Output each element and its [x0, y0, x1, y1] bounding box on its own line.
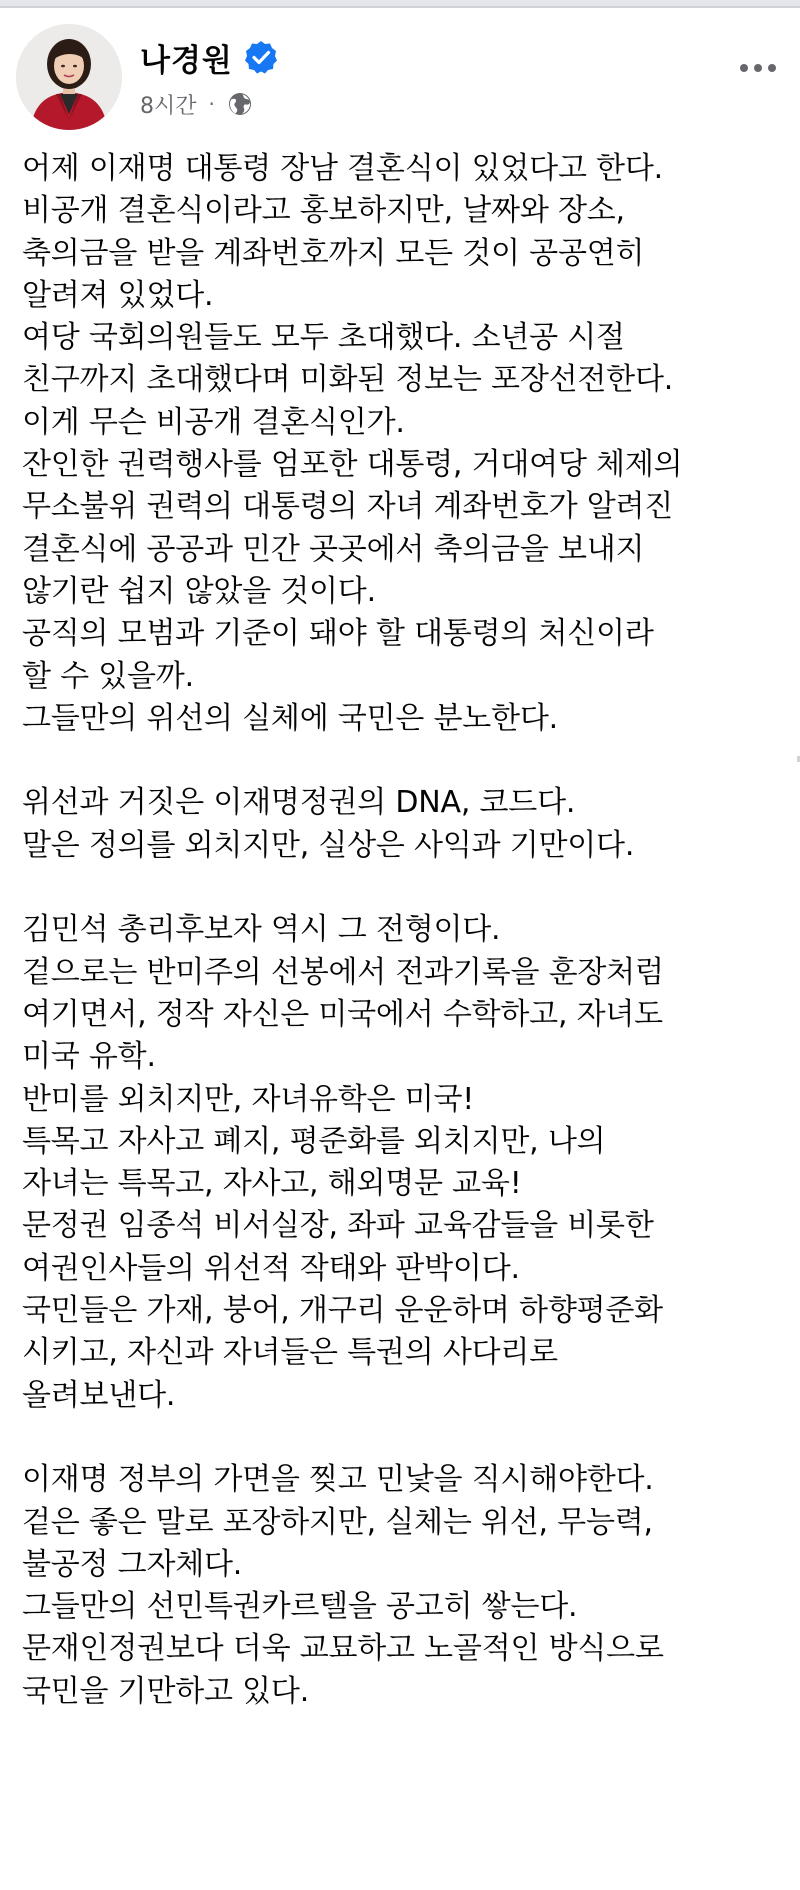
- text-line: 말은 정의를 외치지만, 실상은 사익과 기만이다.: [22, 827, 635, 863]
- text-line: 겉으로는 반미주의 선봉에서 전과기록을 훈장처럼: [22, 954, 664, 990]
- text-line: 그들만의 선민특권카르텔을 공고히 쌓는다.: [22, 1589, 578, 1625]
- author-row: [140, 32, 279, 82]
- text-line: 무소불위 권력의 대통령의 자녀 계좌번호가 알려진: [22, 489, 674, 525]
- post-meta: [140, 86, 253, 122]
- text-line: 김민석 총리후보자 역시 그 전형이다.: [22, 912, 501, 948]
- text-line: 시키고, 자신과 자녀들은 특권의 사다리로: [22, 1335, 558, 1371]
- text-line: 이게 무슨 비공개 결혼식인가.: [22, 404, 405, 440]
- paragraph-gap: [22, 740, 792, 782]
- text-line: 불공정 그자체다.: [22, 1546, 243, 1582]
- paragraph-gap: [22, 1417, 792, 1459]
- globe-icon[interactable]: [227, 91, 253, 117]
- avatar[interactable]: [16, 24, 122, 130]
- post-header: [0, 20, 800, 140]
- top-divider: [0, 6, 800, 8]
- paragraph-2: [22, 782, 792, 867]
- text-line: 여권인사들의 위선적 작태와 판박이다.: [22, 1250, 520, 1286]
- text-line: 않기란 쉽지 않았을 것이다.: [22, 573, 376, 609]
- text-line: 알려져 있었다.: [22, 277, 214, 313]
- text-line: 어제 이재명 대통령 장남 결혼식이 있었다고 한다.: [22, 151, 663, 186]
- text-line: 특목고 자사고 폐지, 평준화를 외치지만, 나의: [22, 1123, 606, 1159]
- verified-badge-icon: [243, 39, 279, 75]
- post-timestamp[interactable]: 8시간: [140, 93, 197, 119]
- avatar-photo: [16, 24, 122, 130]
- text-line: 할 수 있을까.: [22, 658, 194, 694]
- text-line: 국민들은 가재, 붕어, 개구리 운운하며 하향평준화: [22, 1293, 663, 1329]
- paragraph-4: [22, 1459, 792, 1713]
- text-line: 겉은 좋은 말로 포장하지만, 실체는 위선, 무능력,: [22, 1504, 653, 1540]
- post-text: [22, 148, 792, 1713]
- text-line: 문재인정권보다 더욱 교묘하고 노골적인 방식으로: [22, 1631, 664, 1667]
- text-line: 위선과 거짓은 이재명정권의 DNA, 코드다.: [22, 785, 576, 821]
- text-line: 공직의 모범과 기준이 돼야 할 대통령의 처신이라: [22, 616, 654, 652]
- more-options-button[interactable]: [730, 48, 786, 88]
- text-line: 잔인한 권력행사를 엄포한 대통령, 거대여당 체제의: [22, 447, 683, 483]
- paragraph-1: [22, 148, 792, 740]
- text-line: 반미를 외치지만, 자녀유학은 미국!: [22, 1081, 475, 1117]
- more-options-icon: [738, 63, 778, 73]
- paragraph-gap: [22, 867, 792, 909]
- text-line: 미국 유학.: [22, 1039, 156, 1075]
- text-line: 여당 국회의원들도 모두 초대했다. 소년공 시절: [22, 320, 625, 356]
- text-line: 국민을 기만하고 있다.: [22, 1673, 310, 1709]
- paragraph-3: [22, 909, 792, 1417]
- text-line: 문정권 임종석 비서실장, 좌파 교육감들을 비롯한: [22, 1208, 654, 1244]
- text-line: 축의금을 받을 계좌번호까지 모든 것이 공공연히: [22, 235, 645, 271]
- text-line: 여기면서, 정작 자신은 미국에서 수학하고, 자녀도: [22, 996, 663, 1032]
- text-line: 친구까지 초대했다며 미화된 정보는 포장선전한다.: [22, 362, 674, 398]
- text-line: 이재명 정부의 가면을 찢고 민낯을 직시해야한다.: [22, 1462, 654, 1498]
- text-line: 올려보낸다.: [22, 1377, 176, 1413]
- author-name[interactable]: 나경원: [140, 42, 233, 79]
- text-line: 그들만의 위선의 실체에 국민은 분노한다.: [22, 700, 558, 736]
- text-line: 비공개 결혼식이라고 홍보하지만, 날짜와 장소,: [22, 193, 625, 229]
- text-line: 자녀는 특목고, 자사고, 해외명문 교육!: [22, 1166, 522, 1202]
- text-line: 결혼식에 공공과 민간 곳곳에서 축의금을 보내지: [22, 531, 645, 567]
- meta-separator: ·: [208, 92, 215, 116]
